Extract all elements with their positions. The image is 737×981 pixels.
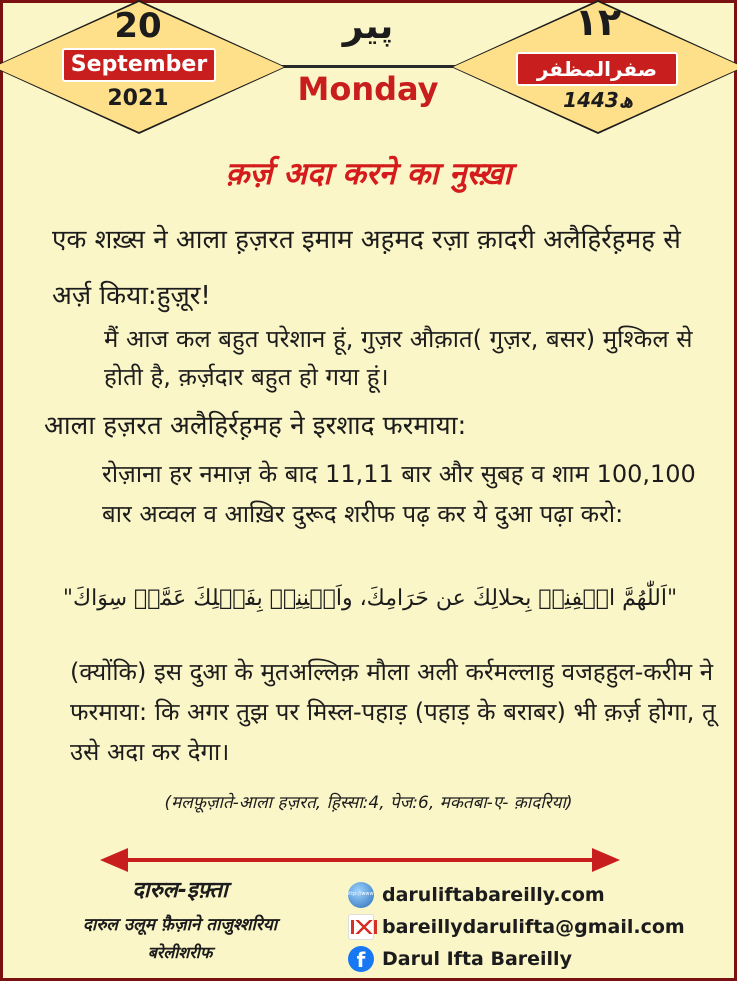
website-link[interactable]: daruliftabareilly.com bbox=[382, 884, 605, 906]
hijri-month: صفرالمظفر bbox=[516, 52, 678, 86]
contact-email[interactable] bbox=[348, 912, 728, 942]
org-city: बरेलीशरीफ bbox=[147, 943, 213, 962]
org-title: दारुल-इफ़्ता bbox=[132, 878, 228, 903]
double-arrow-divider bbox=[100, 848, 620, 872]
gregorian-year: 2021 bbox=[107, 86, 169, 111]
hijri-year: 1443ھ bbox=[563, 88, 633, 112]
paragraph-1: एक शख़्स ने आला ह़ज़रत इमाम अह़मद रज़ा क़ादरी अलैहिर्रह़मह से अर्ज़ किया:हुज़ूर! bbox=[52, 225, 681, 311]
facebook-link[interactable]: Darul Ifta Bareilly bbox=[382, 948, 572, 970]
paragraph-2: मैं आज कल बहुत परेशान हूं, गुज़र औक़ात( गुज़र, बसर) मुश्किल से होती है, क़र्ज़दार बहुत हो गया हूं। bbox=[104, 325, 693, 391]
weekday-urdu: پیر bbox=[342, 6, 394, 47]
organization-block bbox=[20, 874, 340, 963]
contact-list bbox=[348, 880, 728, 976]
contact-website[interactable] bbox=[348, 880, 728, 910]
arabic-dua: "اَللّٰھُمَّ اکۡفِنِیۡ بِحلالِكَ عن حَرَامِكَ، واَغۡنِنِیۡ بِفَضۡلِكَ عَمَّنۡ سِوَاكَ" bbox=[62, 586, 678, 611]
facebook-icon bbox=[348, 946, 374, 972]
arrow-line bbox=[120, 858, 600, 862]
gmail-icon bbox=[348, 914, 374, 940]
contact-facebook[interactable] bbox=[348, 944, 728, 974]
email-link[interactable]: bareillydarulifta@gmail.com bbox=[382, 916, 685, 938]
paragraph-4: रोज़ाना हर नमाज़ के बाद 11,11 बार और सुबह व शाम 100,100 बार अव्वल व आख़िर दुरूद शरीफ पढ़ कर ये दुआ पढ़ा करो: bbox=[102, 460, 696, 528]
reference-citation: (मलफ़ूज़ाते-आला हज़रत, ह़िस्सा:4, पेज:6, मकतबा-ए- क़ादरिया) bbox=[164, 793, 573, 813]
globe-icon bbox=[348, 882, 374, 908]
date-header bbox=[0, 0, 737, 140]
paragraph-3: आला हज़रत अलैहिर्रह़मह ने इरशाद फरमाया: bbox=[44, 411, 467, 441]
arrow-right-icon bbox=[592, 848, 620, 872]
org-name: दारुल उलूम फ़ैज़ाने ताजुश्शरिया bbox=[82, 915, 278, 935]
hijri-day: ١٢ bbox=[574, 0, 622, 44]
paragraph-5: (क्योंकि) इस दुआ के मुतअल्लिक़ मौला अली कर्रमल्लाहु वजहहुल-करीम ने फरमाया: कि अगर तुझ पर मिस्ल-पहाड़ (पहाड़ के बराबर) भी क़र्ज़ होगा, तू उसे अदा कर देगा। bbox=[70, 658, 716, 766]
weekday: Monday bbox=[297, 70, 439, 108]
gregorian-month: September bbox=[62, 48, 216, 82]
gregorian-day: 20 bbox=[114, 6, 162, 46]
article-title: क़र्ज़ अदा करने का नुस्ख़ा bbox=[225, 156, 512, 192]
